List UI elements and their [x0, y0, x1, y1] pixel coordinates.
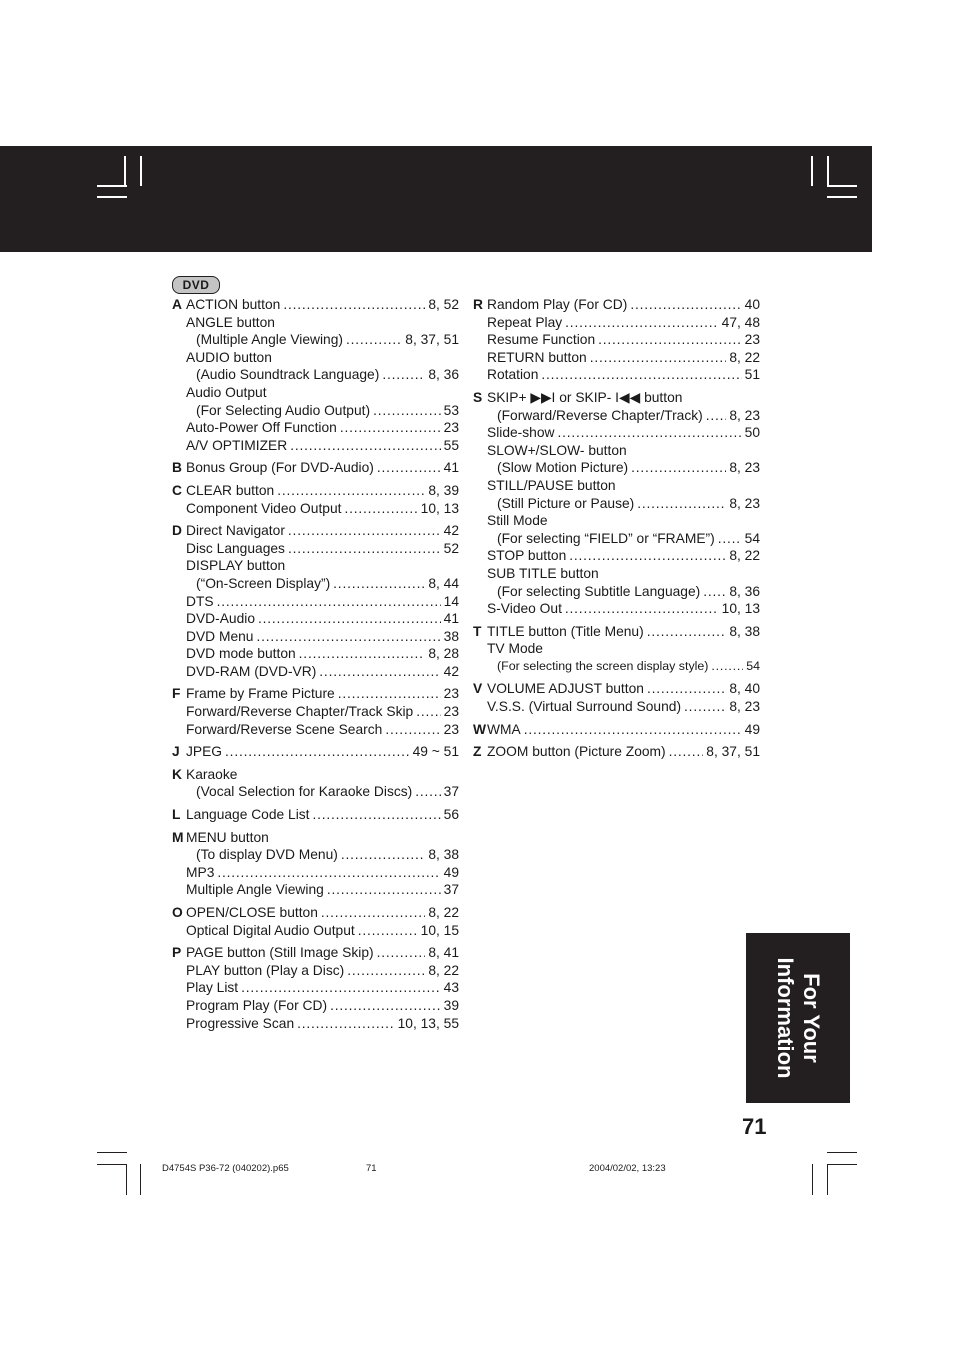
entry-text: Random Play (For CD)	[487, 297, 628, 312]
entry-text: MENU button	[186, 829, 269, 845]
dot-leader	[277, 482, 425, 500]
dot-leader	[299, 645, 426, 663]
index-entry	[172, 721, 459, 739]
dot-leader	[346, 331, 402, 349]
entry-text: VOLUME ADJUST button	[487, 681, 644, 697]
index-entry	[473, 442, 760, 460]
index-entry	[473, 495, 760, 513]
entry-page: 8, 28	[428, 646, 459, 662]
entry-text: AUDIO button	[186, 349, 272, 365]
index-entry	[172, 331, 459, 349]
index-entry	[473, 477, 760, 495]
entry-page: 40	[744, 297, 760, 312]
dot-leader	[373, 402, 441, 420]
dot-leader	[327, 881, 441, 899]
entry-text: Language Code List	[186, 807, 310, 823]
entry-page: 14	[443, 593, 459, 609]
index-entry	[473, 565, 760, 583]
index-letter: Z	[473, 744, 482, 760]
index-entry	[172, 459, 459, 477]
entry-text: DVD Menu	[186, 628, 254, 644]
dot-leader	[347, 962, 425, 980]
entry-text: JPEG	[186, 744, 223, 760]
index-letter: S	[473, 389, 483, 405]
index-group	[172, 459, 459, 477]
index-group	[172, 829, 459, 899]
index-letter: P	[172, 945, 182, 961]
index-entry	[473, 366, 760, 384]
index-entry	[473, 640, 760, 658]
dot-leader	[524, 721, 742, 739]
entry-text: (For selecting “FIELD” or “FRAME”)	[497, 530, 715, 546]
dot-leader	[569, 547, 726, 565]
dot-leader	[415, 783, 440, 801]
dot-leader	[541, 366, 741, 384]
entry-text: (Slow Motion Picture)	[497, 460, 629, 476]
index-entry	[473, 547, 760, 565]
entry-text: Program Play (For CD)	[186, 997, 328, 1013]
entry-page: 8, 23	[729, 699, 760, 715]
index-entry	[172, 743, 459, 761]
entry-text: Optical Digital Audio Output	[186, 922, 355, 938]
index-entry	[473, 331, 760, 349]
dot-leader	[669, 743, 704, 761]
index-entry	[172, 314, 459, 332]
dot-leader	[684, 698, 726, 716]
entry-text: ANGLE button	[186, 314, 275, 330]
index-entry	[172, 881, 459, 899]
entry-text: Slide-show	[487, 425, 555, 441]
crop-mark	[827, 1152, 857, 1153]
entry-page: 8, 23	[729, 460, 760, 476]
entry-page: 8, 41	[428, 945, 459, 961]
entry-text: CLEAR button	[186, 482, 275, 498]
entry-page: 50	[744, 425, 760, 441]
index-group	[473, 389, 760, 618]
crop-mark	[97, 196, 127, 198]
entry-page: 47, 48	[721, 314, 760, 330]
entry-text: MP3	[186, 864, 215, 880]
index-entry	[473, 424, 760, 442]
entry-text: OPEN/CLOSE button	[186, 905, 318, 920]
entry-page: 41	[443, 460, 459, 476]
entry-page: 23	[443, 420, 459, 436]
index-entry	[172, 944, 459, 962]
index-entry	[172, 557, 459, 575]
entry-page: 8, 52	[428, 297, 459, 312]
dot-leader	[598, 331, 742, 349]
crop-mark	[140, 156, 142, 186]
dot-leader	[377, 459, 441, 477]
dot-leader	[647, 680, 726, 698]
entry-text: Resume Function	[487, 332, 596, 348]
page-number: 71	[742, 1114, 767, 1139]
index-entry	[473, 680, 760, 698]
index-group	[172, 522, 459, 680]
dot-leader	[377, 944, 426, 962]
index-entry	[172, 997, 459, 1015]
index-entry	[172, 593, 459, 611]
index-entry	[172, 703, 459, 721]
index-entry	[473, 389, 760, 407]
index-entry	[172, 806, 459, 824]
dot-leader	[297, 1015, 395, 1033]
side-tab	[746, 933, 850, 1103]
dot-leader	[217, 593, 441, 611]
dot-leader	[321, 904, 425, 922]
index-entry	[172, 366, 459, 384]
index-group	[172, 482, 459, 517]
entry-page: 54	[744, 530, 760, 546]
index-entry	[172, 846, 459, 864]
index-entry	[172, 1015, 459, 1033]
entry-page: 10, 15	[420, 922, 459, 938]
index-entry	[473, 314, 760, 332]
entry-text: STOP button	[487, 548, 567, 564]
index-letter: R	[473, 297, 483, 312]
entry-page: 39	[443, 997, 459, 1013]
crop-mark	[126, 1164, 127, 1195]
entry-text: PAGE button (Still Image Skip)	[186, 945, 374, 961]
entry-text: Disc Languages	[186, 540, 285, 556]
dot-leader	[319, 663, 440, 681]
crop-mark	[827, 1164, 828, 1195]
crop-mark	[811, 156, 813, 186]
entry-text: DISPLAY button	[186, 558, 286, 574]
footer-file: D4754S P36-72 (040202).p65	[162, 1163, 289, 1174]
index-letter: V	[473, 681, 483, 697]
dot-leader	[703, 583, 726, 601]
entry-text: DVD-Audio	[186, 611, 256, 627]
entry-text: STILL/PAUSE button	[487, 477, 616, 493]
entry-text: Rotation	[487, 367, 539, 383]
index-entry	[172, 904, 459, 922]
index-entry	[172, 663, 459, 681]
index-group	[172, 296, 459, 454]
entry-page: 8, 39	[428, 482, 459, 498]
entry-text: (Vocal Selection for Karaoke Discs)	[196, 784, 413, 800]
index-entry	[473, 658, 760, 676]
index-entry	[473, 698, 760, 716]
crop-mark	[124, 156, 126, 186]
dot-leader	[241, 979, 440, 997]
dot-leader	[344, 500, 417, 518]
entry-text: TV Mode	[487, 641, 543, 657]
entry-page: 8, 36	[729, 583, 760, 599]
index-entry	[172, 500, 459, 518]
entry-text: RETURN button	[487, 349, 587, 365]
index-entry	[172, 864, 459, 882]
crop-mark	[827, 1164, 857, 1165]
entry-page: 23	[443, 704, 459, 720]
dot-leader	[565, 600, 719, 618]
index-letter: W	[473, 721, 487, 737]
entry-text: (“On-Screen Display”)	[196, 575, 331, 591]
side-tab-label	[772, 958, 824, 1079]
entry-page: 37	[443, 784, 459, 800]
entry-page: 8, 22	[729, 548, 760, 564]
entry-page: 37	[443, 882, 459, 898]
index-letter: C	[172, 482, 182, 498]
index-group	[172, 685, 459, 738]
index-letter: D	[172, 523, 182, 539]
crop-mark	[827, 196, 857, 198]
footer-date: 2004/02/02, 13:23	[589, 1163, 666, 1174]
dot-leader	[565, 314, 718, 332]
index-entry	[172, 685, 459, 703]
dot-leader	[631, 459, 726, 477]
entry-page: 8, 36	[428, 367, 459, 383]
index-entry	[172, 766, 459, 784]
index-letter: O	[172, 905, 183, 920]
entry-text: Forward/Reverse Chapter/Track Skip	[186, 704, 414, 720]
entry-text: Direct Navigator	[186, 523, 285, 539]
entry-page: 49	[744, 721, 760, 737]
entry-page: 41	[443, 611, 459, 627]
entry-text: Auto-Power Off Function	[186, 420, 337, 436]
index-letter: L	[172, 807, 181, 823]
entry-page: 54	[746, 658, 760, 673]
entry-page: 56	[443, 807, 459, 823]
entry-page: 8, 38	[729, 623, 760, 639]
index-group	[172, 944, 459, 1032]
index-group	[473, 296, 760, 384]
index-letter: K	[172, 766, 182, 782]
index-entry	[172, 402, 459, 420]
entry-page: 53	[443, 402, 459, 418]
entry-text: WMA	[487, 721, 521, 737]
index-entry	[172, 610, 459, 628]
dot-leader	[706, 407, 727, 425]
index-entry	[172, 419, 459, 437]
entry-page: 49	[443, 864, 459, 880]
entry-text: DVD mode button	[186, 646, 296, 662]
entry-page: 10, 13, 55	[397, 1015, 459, 1031]
entry-text: Karaoke	[186, 766, 238, 782]
dot-leader	[647, 623, 727, 641]
entry-text: Progressive Scan	[186, 1015, 295, 1031]
dot-leader	[288, 540, 441, 558]
entry-page: 8, 38	[428, 847, 459, 863]
entry-text: Multiple Angle Viewing	[186, 882, 324, 898]
entry-text: SUB TITLE button	[487, 565, 599, 581]
entry-page: 8, 37, 51	[405, 332, 459, 348]
index-letter: B	[172, 460, 182, 476]
header-banner	[0, 146, 872, 252]
index-letter: J	[172, 744, 180, 760]
entry-text: (For selecting Subtitle Language)	[497, 583, 701, 599]
index-entry	[172, 783, 459, 801]
entry-text: PLAY button (Play a Disc)	[186, 962, 345, 978]
entry-page: 42	[443, 663, 459, 679]
dot-leader	[637, 495, 726, 513]
dot-leader	[358, 922, 418, 940]
dot-leader	[630, 296, 741, 314]
dot-leader	[283, 296, 425, 314]
index-entry	[172, 922, 459, 940]
index-entry	[473, 600, 760, 618]
entry-text: ZOOM button (Picture Zoom)	[487, 744, 666, 760]
index-letter: M	[172, 829, 184, 845]
entry-page: 51	[744, 367, 760, 383]
dot-leader	[338, 685, 441, 703]
dot-leader	[333, 575, 425, 593]
index-entry	[172, 437, 459, 455]
entry-page: 43	[443, 980, 459, 996]
index-column-right	[473, 296, 760, 766]
entry-text: Audio Output	[186, 384, 267, 400]
entry-page: 8, 44	[428, 575, 459, 591]
entry-page: 8, 40	[729, 681, 760, 697]
entry-page: 8, 22	[428, 962, 459, 978]
entry-text: (Audio Soundtrack Language)	[196, 367, 380, 383]
entry-text: (Multiple Angle Viewing)	[196, 332, 343, 348]
dot-leader	[290, 437, 440, 455]
entry-text: (For Selecting Audio Output)	[196, 402, 371, 418]
index-entry	[172, 575, 459, 593]
entry-text: TITLE button (Title Menu)	[487, 623, 644, 639]
entry-page: 23	[443, 686, 459, 702]
index-group	[172, 904, 459, 939]
index-entry	[172, 482, 459, 500]
index-entry	[172, 979, 459, 997]
index-entry	[473, 721, 760, 739]
dot-leader	[217, 864, 440, 882]
index-entry	[473, 512, 760, 530]
entry-text: Frame by Frame Picture	[186, 686, 335, 702]
dot-leader	[557, 424, 741, 442]
index-group	[473, 680, 760, 715]
entry-page: 52	[443, 540, 459, 556]
entry-text: Bonus Group (For DVD-Audio)	[186, 460, 374, 476]
index-group	[473, 721, 760, 739]
index-group	[473, 743, 760, 761]
dot-leader	[340, 419, 441, 437]
entry-page: 23	[443, 721, 459, 737]
entry-text: SKIP+ ▶▶I or SKIP- I◀◀ button	[487, 389, 683, 405]
entry-text: SLOW+/SLOW- button	[487, 442, 627, 458]
side-tab-line2: Information	[773, 957, 798, 1079]
dot-leader	[341, 846, 425, 864]
dot-leader	[590, 349, 727, 367]
index-entry	[473, 530, 760, 548]
dot-leader	[288, 522, 441, 540]
dot-leader	[385, 721, 440, 739]
entry-text: (Still Picture or Pause)	[497, 495, 635, 511]
index-group	[172, 743, 459, 761]
crop-mark	[827, 156, 829, 186]
index-group	[172, 766, 459, 801]
entry-text: (To display DVD Menu)	[196, 847, 338, 863]
dot-leader	[416, 703, 440, 721]
entry-text: Component Video Output	[186, 500, 342, 516]
index-group	[172, 806, 459, 824]
entry-text: Play List	[186, 980, 239, 996]
entry-page: 8, 23	[729, 407, 760, 423]
entry-text: DTS	[186, 593, 214, 609]
entry-text: V.S.S. (Virtual Surround Sound)	[487, 699, 682, 715]
index-letter: F	[172, 686, 181, 702]
index-entry	[172, 349, 459, 367]
index-letter: A	[172, 297, 182, 312]
index-entry	[172, 540, 459, 558]
crop-mark	[827, 185, 857, 187]
dvd-badge: DVD	[172, 276, 220, 294]
entry-page: 10, 13	[721, 601, 760, 617]
index-entry	[172, 522, 459, 540]
entry-text: ACTION button	[186, 297, 281, 312]
index-entry	[172, 296, 459, 314]
index-entry	[172, 628, 459, 646]
entry-page: 8, 37, 51	[706, 744, 760, 760]
entry-page: 8, 23	[729, 495, 760, 511]
index-letter: T	[473, 623, 482, 639]
index-entry	[473, 349, 760, 367]
crop-mark	[140, 1164, 141, 1195]
crop-mark	[97, 185, 127, 187]
entry-text: DVD-RAM (DVD-VR)	[186, 663, 317, 679]
entry-page: 8, 22	[428, 905, 459, 920]
entry-text: A/V OPTIMIZER	[186, 437, 288, 453]
entry-text: S-Video Out	[487, 601, 562, 617]
side-tab-line1: For Your	[799, 973, 824, 1063]
dot-leader	[330, 997, 441, 1015]
dot-leader	[225, 743, 410, 761]
index-entry	[473, 296, 760, 314]
index-entry	[473, 407, 760, 425]
crop-mark	[97, 1164, 127, 1165]
entry-page: 23	[744, 332, 760, 348]
index-entry	[172, 829, 459, 847]
entry-page: 10, 13	[420, 500, 459, 516]
entry-page: 49 ~ 51	[412, 744, 459, 760]
crop-mark	[812, 1164, 813, 1195]
entry-page: 8, 22	[729, 349, 760, 365]
entry-text: Still Mode	[487, 513, 548, 529]
entry-page: 38	[443, 628, 459, 644]
index-group	[473, 623, 760, 676]
index-entry	[172, 645, 459, 663]
entry-page: 55	[443, 437, 459, 453]
footer-page: 71	[366, 1163, 377, 1174]
index-column-left	[172, 296, 459, 1037]
entry-text: Forward/Reverse Scene Search	[186, 721, 383, 737]
index-entry	[473, 623, 760, 641]
index-entry	[473, 459, 760, 477]
dot-leader	[718, 530, 742, 548]
index-entry	[172, 962, 459, 980]
dot-leader	[256, 628, 440, 646]
dot-leader	[258, 610, 441, 628]
entry-page: 42	[443, 523, 459, 539]
entry-text: Repeat Play	[487, 314, 563, 330]
crop-mark	[97, 1152, 127, 1153]
index-entry	[473, 743, 760, 761]
index-entry	[473, 583, 760, 601]
index-entry	[172, 384, 459, 402]
entry-text: (For selecting the screen display style)	[497, 658, 709, 673]
dot-leader	[711, 658, 743, 676]
entry-text: (Forward/Reverse Chapter/Track)	[497, 407, 703, 423]
dot-leader	[382, 366, 425, 384]
dot-leader	[313, 806, 441, 824]
